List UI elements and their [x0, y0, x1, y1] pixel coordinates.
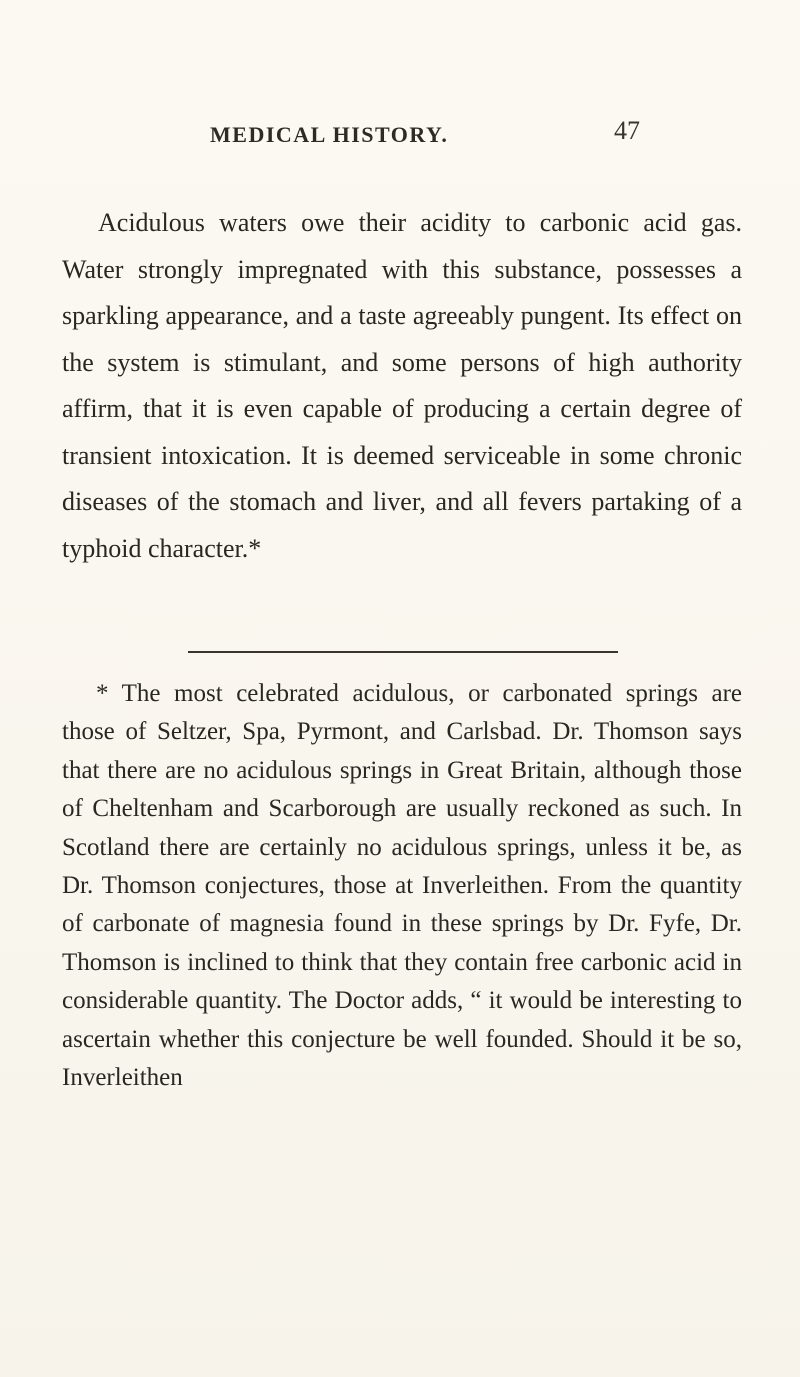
footnote: * The most celebrated acidulous, or carbonated springs are those of Seltzer, Spa, Pyrmont, and Carlsbad. Dr. Thomson says that there are no acidulous springs in Great Britain, although those of Cheltenham and Scarborough are usually reckoned as such. In Scotland there are certainly no acidulous springs, unless it be, as Dr. Thomson conjectures, those at Inverleithen. From the quantity of carbonate of magnesia found in these springs by Dr. Fyfe, Dr. Thomson is inclined to think that they contain free carbonic acid in considerable quantity. The Doctor adds, “ it would be interesting to ascertain whether this conjecture be well founded. Should it be so, Inverleithen: [62, 680, 742, 1092]
page-number: 47: [614, 116, 640, 145]
footnote-rule: [188, 651, 618, 653]
body-paragraph: Acidulous waters owe their acidity to carbonic acid gas. Water strongly impregnated with this substance, possesses a sparkling appearance, and a taste agreeably pungent. Its effect on the system is stimulant, and some persons of high authority affirm, that it is even capable of producing a certain degree of transient intoxication. It is deemed serviceable in some chronic diseases of the stomach and liver, and all fevers partaking of a typhoid character.*: [62, 208, 742, 563]
running-head: [210, 116, 650, 156]
running-title: MEDICAL HISTORY.: [210, 122, 449, 147]
